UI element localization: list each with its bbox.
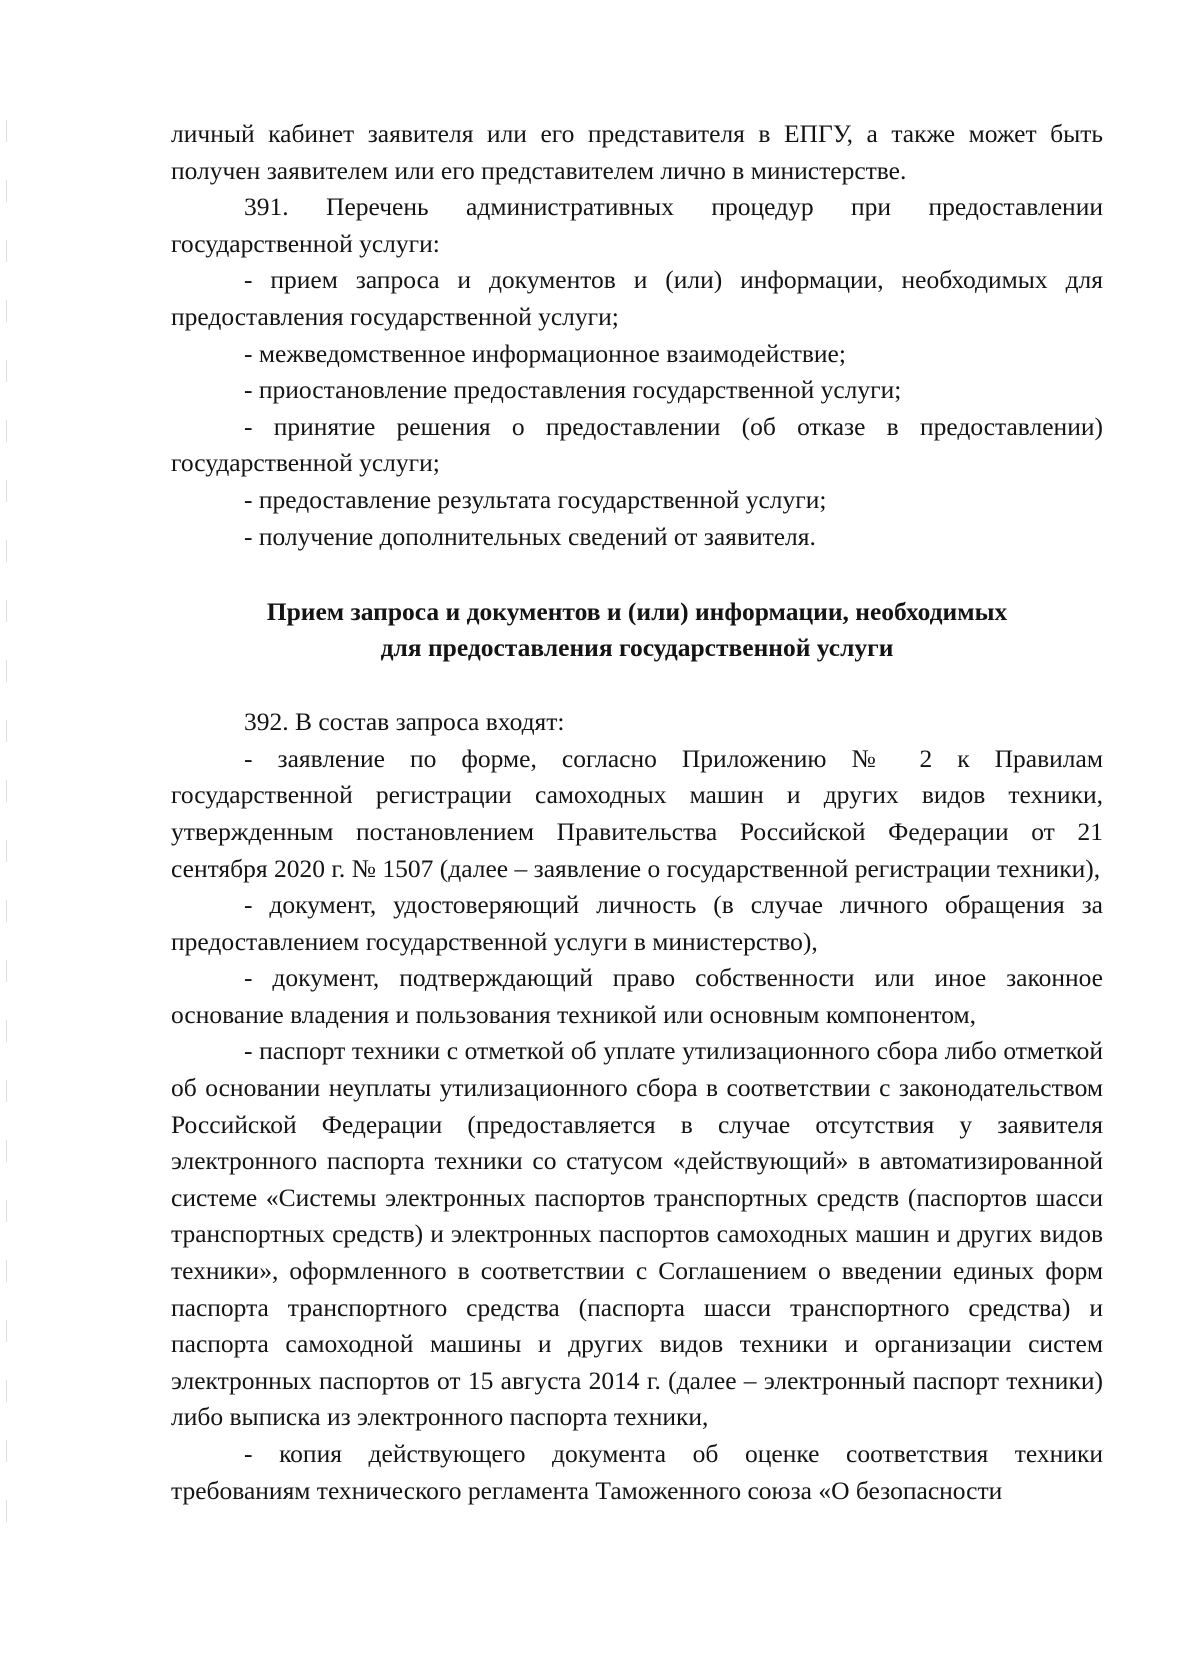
paragraph-391-lead: 391. Перечень административных процедур при предоставлении государственной услуги:	[171, 192, 1103, 258]
section-heading-line-1: Прием запроса и документов и (или) информации, необходимых	[266, 597, 1008, 627]
list-item-391: - предоставление результата государственной услуги;	[244, 484, 827, 514]
list-item-391: - приостановление предоставления государственной услуги;	[244, 375, 902, 405]
list-item-392: - документ, подтверждающий право собственности или иное законное основание владения и пользования техникой или основным компонентом,	[171, 963, 1103, 1029]
list-item-391: - принятие решения о предоставлении (об отказе в предоставлении) государственной услуги;	[171, 411, 1103, 478]
intro-continuation: личный кабинет заявителя или его представителя в ЕПГУ, а также может быть получен заявителем или его представителем лично в министерстве.	[171, 119, 1103, 185]
list-item-391: - прием запроса и документов и (или) информации, необходимых для предоставления государственной услуги;	[171, 265, 1103, 331]
list-item-392: - паспорт техники с отметкой об уплате утилизационного сбора либо отметкой об основании неуплаты утилизационного сбора в соответствии с законодательством Российской Федерации (предоставляется в случае отсутствия у заявителя электронного паспорта техники со статусом «действующий» в автоматизированной системе «Системы электронных паспортов транспортных средств (паспортов шасси транспортных средств) и электронных паспортов самоходных машин и других видов техники», оформленного в соответствии с Соглашением о введении единых форм паспорта транспортного средства (паспорта шасси транспортного средства) и паспорта самоходной машины и других видов техники и организации систем электронных паспортов от 15 августа 2014 г. (далее – электронный паспорт техники) либо выписка из электронного паспорта техники,	[171, 1036, 1103, 1432]
section-heading-line-2: для предоставления государственной услуги	[380, 633, 894, 663]
section-heading	[171, 594, 1103, 666]
scan-edge-artifact	[6, 120, 7, 1560]
list-item-391: - получение дополнительных сведений от заявителя.	[244, 521, 816, 551]
list-item-392: - документ, удостоверяющий личность (в случае личного обращения за предоставлением государственной услуги в министерство),	[171, 890, 1103, 956]
list-item-391: - межведомственное информационное взаимодействие;	[244, 338, 846, 368]
document-page	[171, 116, 1103, 1509]
list-item-392: - копия действующего документа об оценке соответствия техники требованиям технического регламента Таможенного союза «О безопасности	[171, 1439, 1103, 1505]
paragraph-392-lead: 392. В состав запроса входят:	[244, 707, 565, 737]
list-item-392: - заявление по форме, согласно Приложению № 2 к Правилам государственной регистрации самоходных машин и других видов техники, утвержденным постановлением Правительства Российской Федерации от 21 сентября 2020 г. № 1507 (далее – заявление о государственной регистрации техники),	[171, 743, 1103, 883]
